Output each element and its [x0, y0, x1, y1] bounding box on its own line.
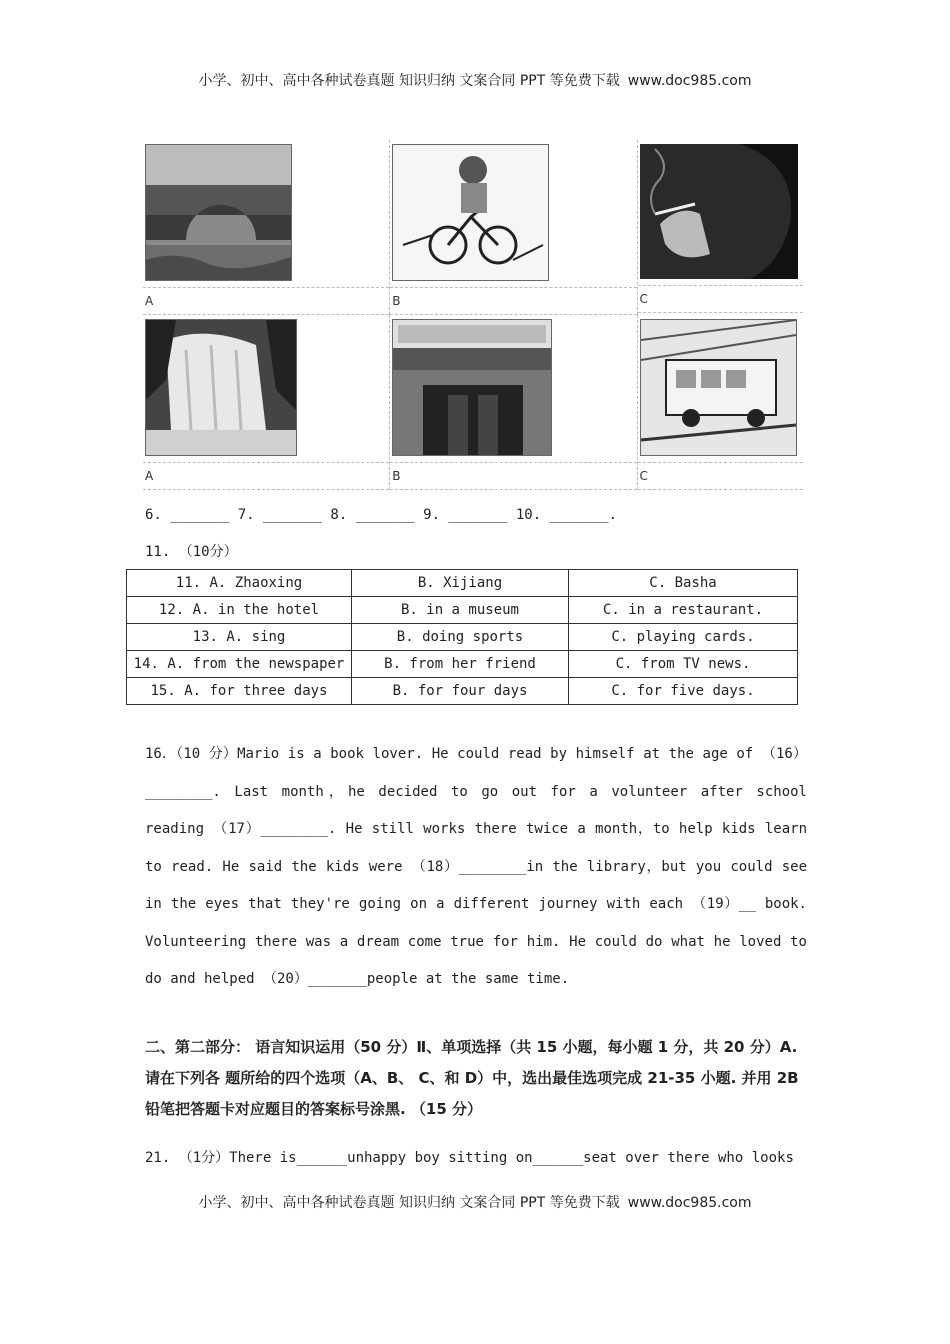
section-heading: 二、第二部分： 语言知识运用（50 分）Ⅱ、单项选择（共 15 小题，每小题 1 分，共 20 分）A. 请在下列各 题所给的四个选项（A、B、 C、和 D）中，选出最佳选项完成 21-35 小题. 并用 2B 铅笔把答题卡对应题目的答案标号涂黑. （15 分） — [145, 1038, 799, 1118]
answer-blanks-line: 6. _______ 7. _______ 8. _______ 9. _______ 10. _______. — [145, 507, 618, 523]
table-cell: 11. A. Zhaoxing — [127, 570, 352, 597]
picture-cell-c — [638, 140, 804, 315]
header-text: 小学、初中、高中各种试卷真题 知识归纳 文案合同 PPT 等免费下载 — [198, 73, 620, 89]
cyclist-cartoon — [392, 144, 549, 281]
table-cell: 13. A. sing — [127, 624, 352, 651]
question-21: 21. （1分）There is______unhappy boy sitting on______seat over there who looks — [145, 1150, 794, 1166]
picture-row-2 — [143, 315, 803, 490]
passage-16: 16．（10 分）Mario is a book lover. He could read by himself at the age of （16）________. Last month，he decided to go out for a volunteer after school reading （17）________. He still works there twice a month，to help kids learn to read. He said the kids were （18）________in the library，but you could see in the eyes that they're going on a different journey with each （19）__ book. Volunteering there was a dream come true for him. He could do what he loved to do and helped （20）_______people at the same time. — [145, 746, 807, 987]
table-row — [127, 597, 798, 624]
table-cell: C. in a restaurant. — [569, 597, 798, 624]
table-cell: C. for five days. — [569, 678, 798, 705]
picture-cell-b — [390, 315, 637, 490]
table-cell: B. doing sports — [352, 624, 569, 651]
table-cell: B. from her friend — [352, 651, 569, 678]
table-row — [127, 570, 798, 597]
picture-cell-a — [143, 140, 390, 315]
footer-site: www.doc985.com — [627, 1195, 752, 1211]
header-site: www.doc985.com — [627, 73, 752, 89]
picture-label: C — [638, 285, 804, 313]
picture-cell-a — [143, 315, 390, 490]
picture-grid — [143, 140, 803, 490]
q11-title: 11. （10分） — [145, 544, 238, 560]
table-cell: C. Basha — [569, 570, 798, 597]
table-cell: C. from TV news. — [569, 651, 798, 678]
picture-label: C — [638, 462, 804, 490]
smoking-photo — [640, 144, 798, 279]
picture-cell-c — [638, 315, 804, 490]
table-cell: B. for four days — [352, 678, 569, 705]
table-row — [127, 624, 798, 651]
picture-label: A — [143, 287, 389, 315]
waterfall-photo — [145, 319, 297, 456]
table-cell: B. Xijiang — [352, 570, 569, 597]
bridge-photo — [145, 144, 292, 281]
table-cell: 14. A. from the newspaper — [127, 651, 352, 678]
table-cell: C. playing cards. — [569, 624, 798, 651]
table-cell: 12. A. in the hotel — [127, 597, 352, 624]
table-row — [127, 651, 798, 678]
footer-text: 小学、初中、高中各种试卷真题 知识归纳 文案合同 PPT 等免费下载 — [198, 1195, 620, 1211]
table-row — [127, 678, 798, 705]
table-cell: B. in a museum — [352, 597, 569, 624]
hospital-photo — [392, 319, 552, 456]
table-cell: 15. A. for three days — [127, 678, 352, 705]
picture-label: B — [390, 287, 636, 315]
picture-cell-b — [390, 140, 637, 315]
page-header — [0, 70, 950, 90]
page-footer — [0, 1192, 950, 1212]
picture-label: A — [143, 462, 389, 490]
options-table — [126, 569, 798, 705]
picture-row-1 — [143, 140, 803, 315]
picture-label: B — [390, 462, 636, 490]
bus-cartoon — [640, 319, 797, 456]
